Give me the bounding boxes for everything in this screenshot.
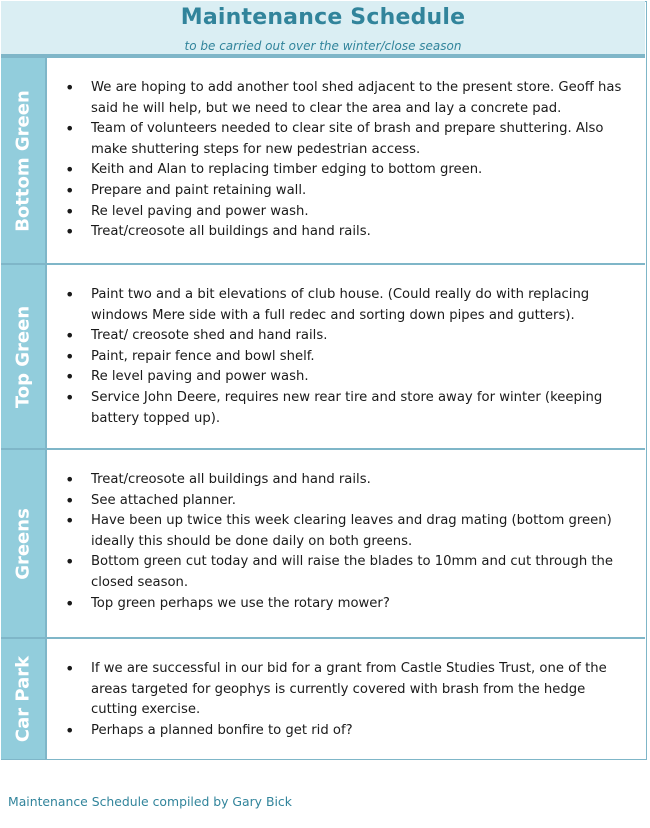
- list-item: • Treat/creosote all buildings and hand rails.: [65, 470, 631, 491]
- list-item: • Perhaps a planned bonfire to get rid of?: [65, 721, 631, 742]
- section-label: Bottom Green: [12, 89, 34, 232]
- list-item: • Treat/ creosote shed and hand rails.: [65, 326, 631, 347]
- page-subtitle: to be carried out over the winter/close season: [184, 39, 462, 53]
- task-list: [65, 659, 631, 741]
- footer-credit: Maintenance Schedule compiled by Gary Bick: [8, 794, 292, 809]
- task-list: [65, 78, 631, 243]
- list-item: • Have been up twice this week clearing leaves and drag mating (bottom green) ideally this should be done daily on both greens.: [65, 511, 631, 552]
- list-item: • We are hoping to add another tool shed adjacent to the present store. Geoff has said he will help, but we need to clear the area and lay a concrete pad.: [65, 78, 631, 119]
- section-greens: [1, 448, 645, 637]
- list-item: • Paint two and a bit elevations of club house. (Could really do with replacing windows Mere side with a full redec and sorting down pipes and gutters).: [65, 285, 631, 326]
- section-label-column: [1, 450, 47, 637]
- section-label: Top Green: [12, 305, 34, 408]
- schedule-header: [1, 1, 645, 56]
- list-item: • Keith and Alan to replacing timber edging to bottom green.: [65, 160, 631, 181]
- list-item: • Top green perhaps we use the rotary mower?: [65, 594, 631, 615]
- list-item: • Re level paving and power wash.: [65, 367, 631, 388]
- section-label-column: [1, 265, 47, 448]
- list-item: • Team of volunteers needed to clear site of brash and prepare shuttering. Also make shuttering steps for new pedestrian access.: [65, 119, 631, 160]
- section-bottom-green: [1, 56, 645, 263]
- list-item: • Paint, repair fence and bowl shelf.: [65, 347, 631, 368]
- list-item: • Treat/creosote all buildings and hand rails.: [65, 222, 631, 243]
- list-item: • Bottom green cut today and will raise the blades to 10mm and cut through the closed season.: [65, 552, 631, 593]
- section-label-column: [1, 639, 47, 759]
- section-top-green: [1, 263, 645, 448]
- list-item: • Prepare and paint retaining wall.: [65, 181, 631, 202]
- task-list: [65, 285, 631, 429]
- section-car-park: [1, 637, 645, 759]
- list-item: • See attached planner.: [65, 491, 631, 512]
- list-item: • If we are successful in our bid for a grant from Castle Studies Trust, one of the areas targeted for geophys is currently covered with brash from the hedge cutting exercise.: [65, 659, 631, 721]
- section-label-column: [1, 58, 47, 263]
- section-label: Greens: [12, 507, 34, 580]
- list-item: • Service John Deere, requires new rear tire and store away for winter (keeping battery topped up).: [65, 388, 631, 429]
- page-title: Maintenance Schedule: [180, 5, 466, 30]
- section-label: Car Park: [12, 655, 34, 743]
- task-list: [65, 470, 631, 614]
- list-item: • Re level paving and power wash.: [65, 202, 631, 223]
